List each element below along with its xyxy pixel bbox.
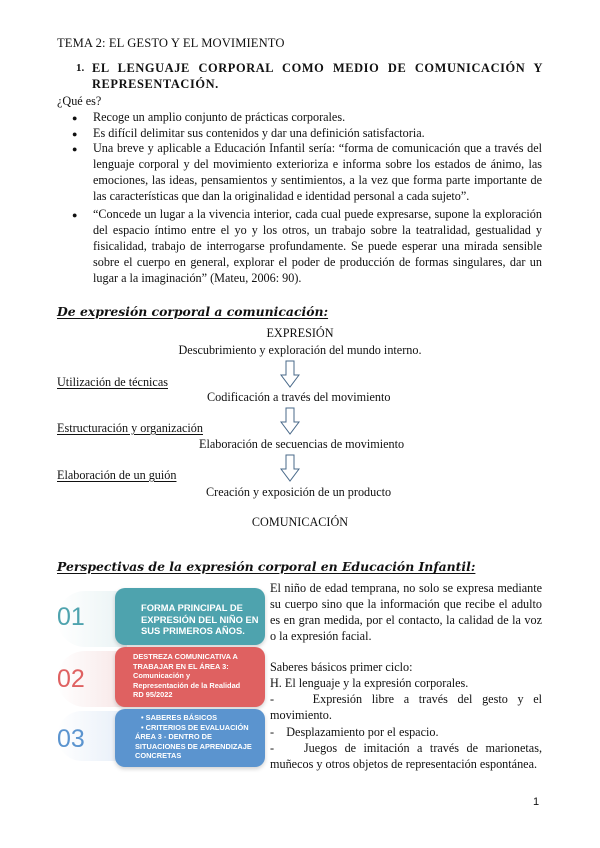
step-number: 02 xyxy=(57,665,85,693)
down-arrow-icon xyxy=(280,360,300,388)
bullet-item-3-line: emociones, las ideas, pensamientos y sentimientos, a la vez que forma parte importante de xyxy=(93,173,542,187)
saberes-item: - Juegos de imitación a través de marionetas, xyxy=(270,741,542,755)
card-2-line: RD 95/2022 xyxy=(133,690,173,700)
bullet-item-4-line: fisicalidad, trabajo de interrogarse profundamente. Se puede esperar una mirada sensible xyxy=(93,239,542,253)
page-title: TEMA 2: EL GESTO Y EL MOVIMIENTO xyxy=(57,36,285,50)
heading-line-2: REPRESENTACIÓN. xyxy=(92,77,219,91)
bullet-dot: ● xyxy=(72,144,78,154)
bullet-item-2: Es difícil delimitar sus contenidos y dar una definición satisfactoria. xyxy=(93,126,425,140)
bullet-dot: ● xyxy=(72,113,78,123)
saberes-item-cont: muñecos y otros objetos de representación espontánea. xyxy=(270,757,538,771)
card-3-line: CONCRETAS xyxy=(135,751,182,761)
step-number: 01 xyxy=(57,603,85,631)
card-2-line: Representación de la Realidad xyxy=(133,680,241,690)
card-1-line: EXPRESIÓN DEL NIÑO EN xyxy=(141,613,259,625)
flow-step-label: Utilización de técnicas xyxy=(57,375,168,389)
down-arrow-icon xyxy=(280,454,300,482)
card-2 xyxy=(115,647,265,707)
saberes-subtitle: H. El lenguaje y la expresión corporales. xyxy=(270,676,469,690)
side-para-line: su cuerpo sino que la información que recibe el adulto xyxy=(270,597,542,611)
card-2-line: DESTREZA COMUNICATIVA A xyxy=(133,652,238,661)
card-1 xyxy=(115,588,265,645)
flow-step-result: Codificación a través del movimiento xyxy=(207,390,391,404)
bullet-item-3-line: las características que dan la originalidad e identidad personal a cada sujeto”. xyxy=(93,189,470,203)
flow-top: EXPRESIÓN xyxy=(266,326,334,340)
card-3 xyxy=(115,709,265,767)
card-1-line: SUS PRIMEROS AÑOS. xyxy=(141,625,245,636)
bullet-item-1: Recoge un amplio conjunto de prácticas corporales. xyxy=(93,110,346,124)
flow-step-label: Estructuración y organización xyxy=(57,421,203,435)
side-para-line: El niño de edad temprana, no solo se expresa mediante xyxy=(270,581,542,595)
heading-line-1: EL LENGUAJE CORPORAL COMO MEDIO DE COMUNICACIÓN Y xyxy=(92,61,543,75)
flow-bottom: COMUNICACIÓN xyxy=(251,515,349,529)
saberes-item-cont: movimiento. xyxy=(270,708,332,722)
card-3-line: SITUACIONES DE APRENDIZAJE xyxy=(135,741,252,751)
page-number: 1 xyxy=(533,796,540,808)
bullet-item-4-line: sobre el cuerpo en general, explorar el poder de producción de formas singulares, dar un xyxy=(93,255,542,269)
saberes-item: - Desplazamiento por el espacio. xyxy=(270,725,439,739)
flow-step-result: Elaboración de secuencias de movimiento xyxy=(199,437,405,451)
bullet-item-4-line: del espacio íntimo entre el yo y los otros, un trabajo sobre la teatralidad, gestualidad y xyxy=(93,223,542,237)
heading-number: 1. xyxy=(76,62,85,74)
step-number: 03 xyxy=(57,725,85,753)
section-title-expression: De expresión corporal a comunicación: xyxy=(57,304,329,319)
saberes-item: - Expresión libre a través del gesto y el xyxy=(270,692,542,706)
question: ¿Qué es? xyxy=(57,94,102,108)
side-para-line: o la expresión facial. xyxy=(270,629,372,643)
flow-step-result: Creación y exposición de un producto xyxy=(206,485,392,499)
bullet-item-4-line: lugar a la imaginación” (Mateu, 2006: 90). xyxy=(93,271,302,285)
bullet-item-3-line: Una breve y aplicable a Educación Infantil sería: “forma de comunicación que a través del xyxy=(93,141,542,155)
saberes-title: Saberes básicos primer ciclo: xyxy=(270,660,413,674)
flow-step-label: Elaboración de un guión xyxy=(57,468,177,482)
card-2-line: Comunicación y xyxy=(133,671,191,681)
card-3-line: • SABERES BÁSICOS xyxy=(141,713,218,722)
card-3-line: • CRITERIOS DE EVALUACIÓN xyxy=(141,722,249,732)
infographic xyxy=(57,583,267,761)
card-3-line: ÁREA 3 - DENTRO DE xyxy=(135,732,212,742)
side-para-line: es en gran medida, por el contacto, la calidad de la voz xyxy=(270,613,542,627)
flow-top-sub: Descubrimiento y exploración del mundo interno. xyxy=(178,343,422,357)
bullet-item-3-line: lenguaje corporal y del movimiento exterioriza e informa sobre los estados de ánimo, las xyxy=(93,157,542,171)
card-2-line: TRABAJAR EN EL ÁREA 3: xyxy=(133,661,229,671)
down-arrow-icon xyxy=(280,407,300,435)
card-1-line: FORMA PRINCIPAL DE xyxy=(141,602,243,613)
bullet-dot: ● xyxy=(72,129,78,139)
section-title-perspectives: Perspectivas de la expresión corporal en Educación Infantil: xyxy=(57,559,476,574)
bullet-item-4-line: “Concede un lugar a la vivencia interior, cada cual puede expresarse, supone la exploración xyxy=(93,207,542,221)
bullet-dot: ● xyxy=(72,210,78,220)
